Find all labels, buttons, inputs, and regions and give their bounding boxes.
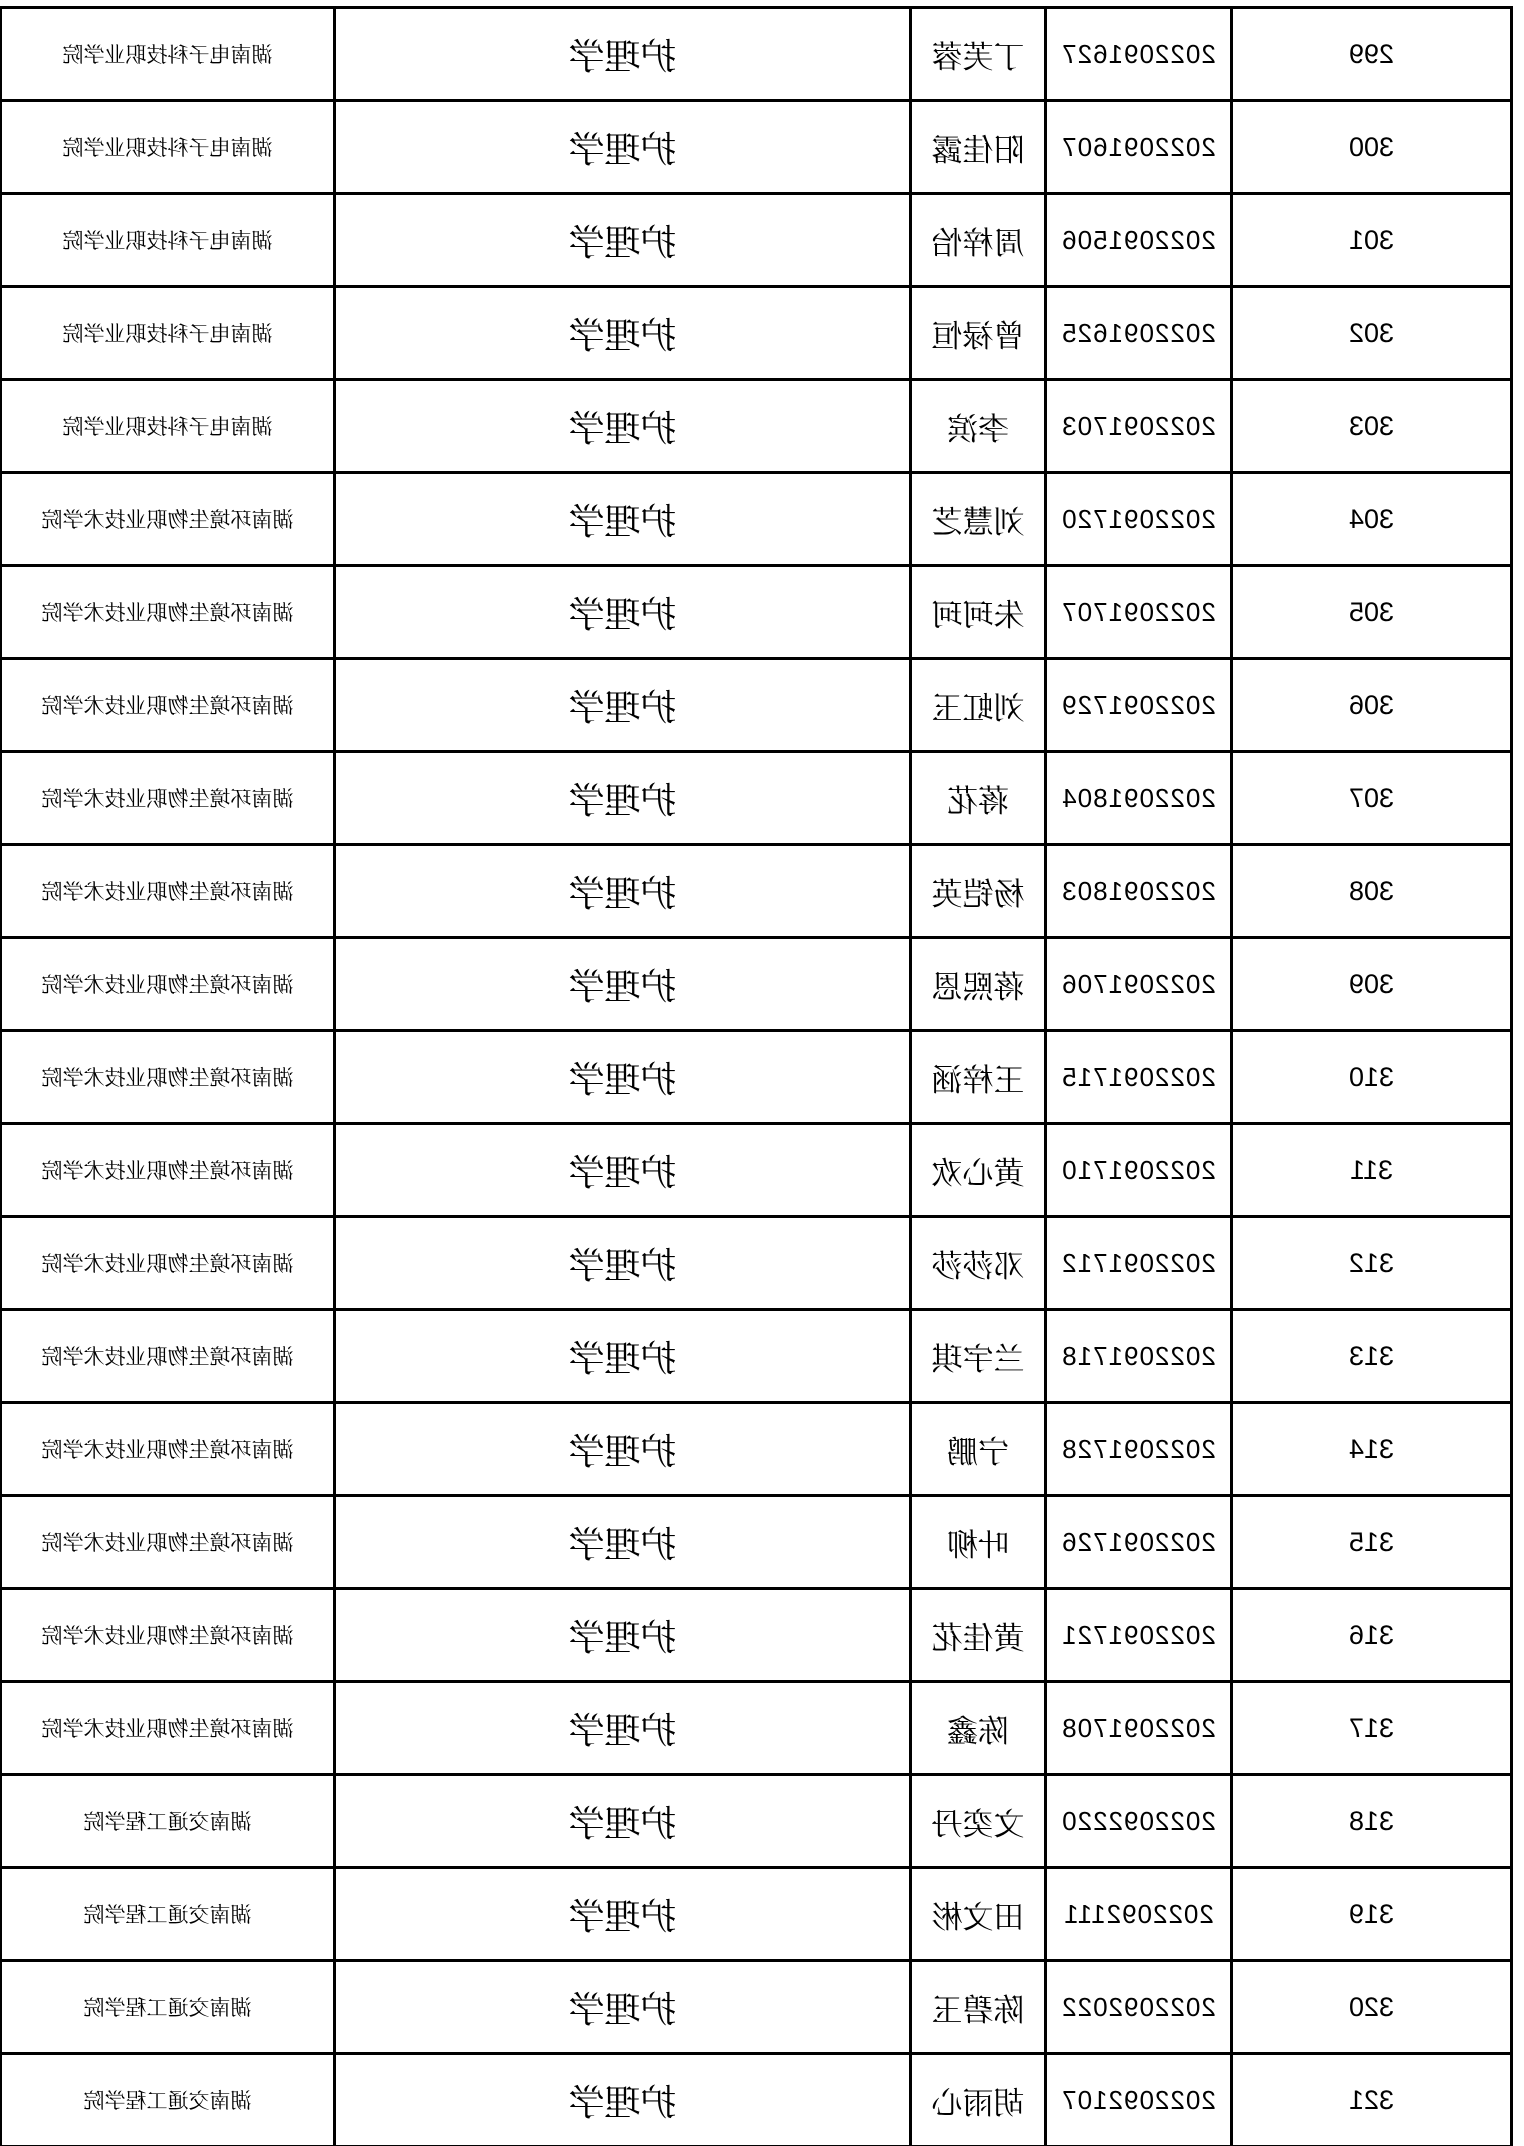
cell-school: 湖南电子科技职业学院: [1, 8, 335, 101]
cell-student-id: 2022091703: [1046, 380, 1232, 473]
cell-school: 湖南交通工程学院: [1, 1775, 335, 1868]
cell-major: 护理学: [335, 287, 911, 380]
cell-student-id: 2022091707: [1046, 566, 1232, 659]
cell-school: 湖南环境生物职业技术学院: [1, 1217, 335, 1310]
student-roster-body: [1, 8, 1512, 2146]
cell-row-number: 305: [1232, 566, 1512, 659]
table-row: [1, 1868, 1512, 1961]
cell-school: 湖南环境生物职业技术学院: [1, 1310, 335, 1403]
cell-student-id: 2022091715: [1046, 1031, 1232, 1124]
cell-row-number: 299: [1232, 8, 1512, 101]
cell-major: 护理学: [335, 380, 911, 473]
cell-school: 湖南环境生物职业技术学院: [1, 1403, 335, 1496]
cell-student-name: 兰宇琪: [911, 1310, 1046, 1403]
table-row: [1, 194, 1512, 287]
cell-student-id: 2022092220: [1046, 1775, 1232, 1868]
cell-student-id: 2022091721: [1046, 1589, 1232, 1682]
table-row: [1, 1496, 1512, 1589]
cell-school: 湖南电子科技职业学院: [1, 194, 335, 287]
cell-student-id: 2022091506: [1046, 194, 1232, 287]
cell-row-number: 313: [1232, 1310, 1512, 1403]
cell-student-name: 曾禄恒: [911, 287, 1046, 380]
cell-major: 护理学: [335, 1961, 911, 2054]
cell-school: 湖南环境生物职业技术学院: [1, 1589, 335, 1682]
cell-school: 湖南电子科技职业学院: [1, 287, 335, 380]
cell-major: 护理学: [335, 845, 911, 938]
table-row: [1, 1217, 1512, 1310]
table-row: [1, 1403, 1512, 1496]
cell-student-name: 宁鹏: [911, 1403, 1046, 1496]
cell-row-number: 308: [1232, 845, 1512, 938]
cell-student-name: 周梓怡: [911, 194, 1046, 287]
cell-major: 护理学: [335, 1124, 911, 1217]
cell-student-name: 胡雨心: [911, 2054, 1046, 2146]
cell-student-name: 黄心欢: [911, 1124, 1046, 1217]
cell-row-number: 318: [1232, 1775, 1512, 1868]
table-row: [1, 1961, 1512, 2054]
cell-major: 护理学: [335, 752, 911, 845]
cell-row-number: 315: [1232, 1496, 1512, 1589]
cell-school: 湖南交通工程学院: [1, 1868, 335, 1961]
cell-major: 护理学: [335, 1403, 911, 1496]
cell-school: 湖南环境生物职业技术学院: [1, 566, 335, 659]
mirrored-page: [0, 6, 1524, 2146]
cell-major: 护理学: [335, 1868, 911, 1961]
table-row: [1, 659, 1512, 752]
cell-student-id: 2022092107: [1046, 2054, 1232, 2146]
cell-student-id: 2022091710: [1046, 1124, 1232, 1217]
cell-student-id: 2022091712: [1046, 1217, 1232, 1310]
cell-row-number: 316: [1232, 1589, 1512, 1682]
cell-school: 湖南交通工程学院: [1, 2054, 335, 2146]
cell-student-name: 刘慧芝: [911, 473, 1046, 566]
cell-school: 湖南环境生物职业技术学院: [1, 659, 335, 752]
cell-student-id: 2022091607: [1046, 101, 1232, 194]
cell-major: 护理学: [335, 1310, 911, 1403]
cell-student-name: 蒋花: [911, 752, 1046, 845]
cell-school: 湖南环境生物职业技术学院: [1, 1124, 335, 1217]
cell-row-number: 309: [1232, 938, 1512, 1031]
cell-student-id: 2022091625: [1046, 287, 1232, 380]
table-row: [1, 566, 1512, 659]
cell-row-number: 314: [1232, 1403, 1512, 1496]
cell-school: 湖南环境生物职业技术学院: [1, 1682, 335, 1775]
cell-row-number: 303: [1232, 380, 1512, 473]
cell-student-id: 2022092111: [1046, 1868, 1232, 1961]
cell-student-id: 2022091718: [1046, 1310, 1232, 1403]
cell-student-name: 丁芙蓉: [911, 8, 1046, 101]
table-row: [1, 101, 1512, 194]
cell-student-name: 蒋熙恩: [911, 938, 1046, 1031]
cell-school: 湖南环境生物职业技术学院: [1, 752, 335, 845]
cell-school: 湖南交通工程学院: [1, 1961, 335, 2054]
cell-row-number: 310: [1232, 1031, 1512, 1124]
cell-major: 护理学: [335, 1682, 911, 1775]
table-row: [1, 845, 1512, 938]
table-row: [1, 1310, 1512, 1403]
cell-row-number: 302: [1232, 287, 1512, 380]
student-roster-table: [0, 6, 1513, 2146]
cell-row-number: 319: [1232, 1868, 1512, 1961]
cell-major: 护理学: [335, 473, 911, 566]
cell-major: 护理学: [335, 1589, 911, 1682]
cell-school: 湖南电子科技职业学院: [1, 101, 335, 194]
cell-student-id: 2022091729: [1046, 659, 1232, 752]
cell-student-id: 2022091627: [1046, 8, 1232, 101]
cell-major: 护理学: [335, 1775, 911, 1868]
table-row: [1, 1682, 1512, 1775]
cell-row-number: 320: [1232, 1961, 1512, 2054]
cell-school: 湖南环境生物职业技术学院: [1, 938, 335, 1031]
cell-student-name: 邓莎莎: [911, 1217, 1046, 1310]
table-row: [1, 1589, 1512, 1682]
cell-student-name: 刘虹玉: [911, 659, 1046, 752]
cell-student-id: 2022091803: [1046, 845, 1232, 938]
cell-student-id: 2022091708: [1046, 1682, 1232, 1775]
cell-student-name: 杨铠英: [911, 845, 1046, 938]
cell-school: 湖南环境生物职业技术学院: [1, 473, 335, 566]
cell-student-name: 叶柳: [911, 1496, 1046, 1589]
cell-student-name: 阳佳露: [911, 101, 1046, 194]
table-row: [1, 380, 1512, 473]
cell-major: 护理学: [335, 8, 911, 101]
cell-major: 护理学: [335, 2054, 911, 2146]
cell-row-number: 317: [1232, 1682, 1512, 1775]
cell-row-number: 306: [1232, 659, 1512, 752]
cell-student-name: 黄佳花: [911, 1589, 1046, 1682]
table-row: [1, 752, 1512, 845]
cell-student-id: 2022092022: [1046, 1961, 1232, 2054]
cell-student-id: 2022091720: [1046, 473, 1232, 566]
table-row: [1, 1775, 1512, 1868]
cell-student-id: 2022091728: [1046, 1403, 1232, 1496]
cell-student-id: 2022091706: [1046, 938, 1232, 1031]
cell-school: 湖南环境生物职业技术学院: [1, 845, 335, 938]
cell-major: 护理学: [335, 659, 911, 752]
cell-row-number: 304: [1232, 473, 1512, 566]
cell-major: 护理学: [335, 938, 911, 1031]
table-row: [1, 938, 1512, 1031]
cell-row-number: 301: [1232, 194, 1512, 287]
cell-school: 湖南环境生物职业技术学院: [1, 1031, 335, 1124]
cell-student-id: 2022091726: [1046, 1496, 1232, 1589]
cell-major: 护理学: [335, 566, 911, 659]
cell-major: 护理学: [335, 1217, 911, 1310]
cell-major: 护理学: [335, 1496, 911, 1589]
table-row: [1, 1124, 1512, 1217]
cell-student-name: 陈碧玉: [911, 1961, 1046, 2054]
cell-row-number: 307: [1232, 752, 1512, 845]
table-row: [1, 2054, 1512, 2146]
cell-row-number: 321: [1232, 2054, 1512, 2146]
cell-major: 护理学: [335, 194, 911, 287]
table-row: [1, 473, 1512, 566]
cell-major: 护理学: [335, 1031, 911, 1124]
cell-student-id: 2022091804: [1046, 752, 1232, 845]
cell-student-name: 朱珂珂: [911, 566, 1046, 659]
cell-row-number: 311: [1232, 1124, 1512, 1217]
table-row: [1, 1031, 1512, 1124]
table-row: [1, 8, 1512, 101]
cell-school: 湖南电子科技职业学院: [1, 380, 335, 473]
cell-student-name: 文奕丹: [911, 1775, 1046, 1868]
cell-student-name: 王梓涵: [911, 1031, 1046, 1124]
cell-major: 护理学: [335, 101, 911, 194]
cell-school: 湖南环境生物职业技术学院: [1, 1496, 335, 1589]
cell-row-number: 300: [1232, 101, 1512, 194]
cell-student-name: 陈鑫: [911, 1682, 1046, 1775]
cell-row-number: 312: [1232, 1217, 1512, 1310]
cell-student-name: 李滨: [911, 380, 1046, 473]
table-row: [1, 287, 1512, 380]
cell-student-name: 田文彬: [911, 1868, 1046, 1961]
